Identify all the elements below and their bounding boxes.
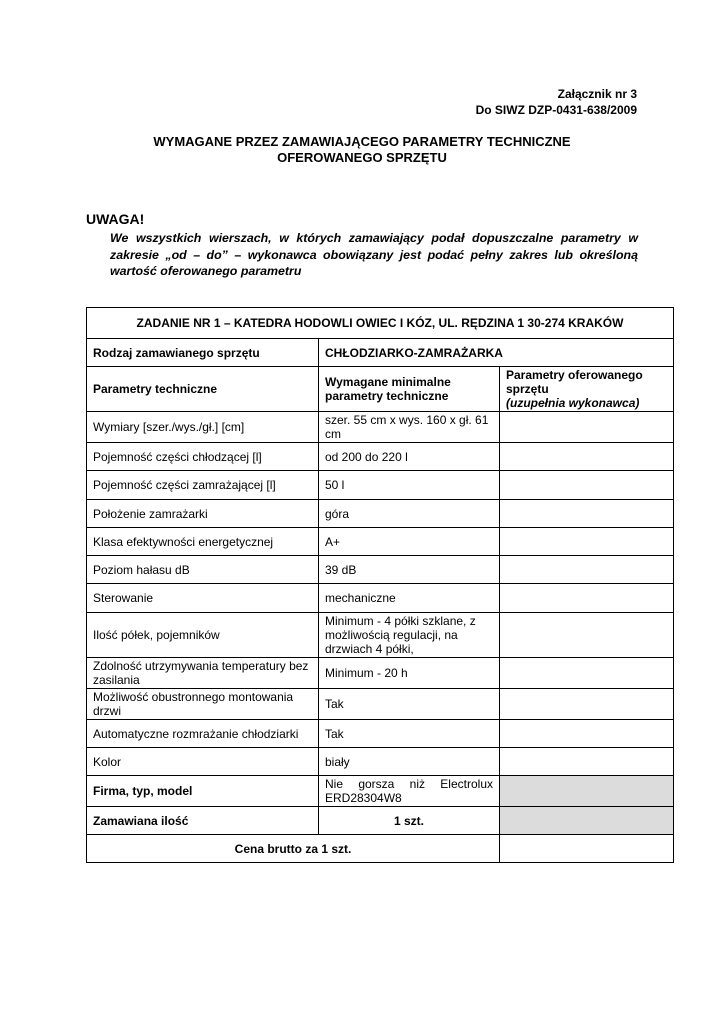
equipment-label: Rodzaj zamawianego sprzętu <box>87 339 319 367</box>
param-name: Pojemność części chłodzącej [l] <box>87 443 319 471</box>
offered-value-cell[interactable] <box>500 748 674 776</box>
offered-value-cell[interactable] <box>500 500 674 528</box>
table-row <box>87 412 674 443</box>
param-name: Pojemność części zamrażającej [l] <box>87 471 319 500</box>
title-line-2: OFEROWANEGO SPRZĘTU <box>277 150 447 165</box>
param-value: 50 l <box>319 471 500 500</box>
param-value: A+ <box>319 528 500 556</box>
param-name: Położenie zamrażarki <box>87 500 319 528</box>
table-row <box>87 613 674 658</box>
note-text: We wszystkich wierszach, w których zamawiający podał dopuszczalne parametry w zakresie „od – do” – wykonawca obowiązany jest podać pełny zakres lub określoną wartość oferowanego parametru <box>110 231 638 278</box>
offered-note: (uzupełnia wykonawca) <box>506 396 640 410</box>
price-row <box>87 835 674 863</box>
table-row <box>87 584 674 613</box>
param-name: Sterowanie <box>87 584 319 613</box>
table-row <box>87 720 674 748</box>
table-row <box>87 528 674 556</box>
offered-value-cell[interactable] <box>500 443 674 471</box>
attachment-number: Załącznik nr 3 <box>557 87 637 101</box>
param-name: Klasa efektywności energetycznej <box>87 528 319 556</box>
param-name: Kolor <box>87 748 319 776</box>
quantity-value: 1 szt. <box>319 807 500 835</box>
table-row <box>87 443 674 471</box>
model-value: Nie gorsza niż Electrolux ERD28304W8 <box>319 776 500 807</box>
model-offered-cell <box>500 776 674 807</box>
attachment-header <box>476 86 637 118</box>
param-name: Ilość półek, pojemników <box>87 613 319 658</box>
offered-label <box>500 367 674 412</box>
price-label: Cena brutto za 1 szt. <box>87 835 500 863</box>
param-name: Możliwość obustronnego montowania drzwi <box>87 689 319 720</box>
table-row <box>87 748 674 776</box>
param-value: szer. 55 cm x wys. 160 x gł. 61 cm <box>319 412 500 443</box>
param-name: Poziom hałasu dB <box>87 556 319 584</box>
header-row <box>87 367 674 412</box>
specification-table <box>86 307 674 863</box>
param-name: Zdolność utrzymywania temperatury bez zasilania <box>87 658 319 689</box>
offered-value-cell[interactable] <box>500 412 674 443</box>
table-row <box>87 658 674 689</box>
equipment-row <box>87 339 674 367</box>
task-row <box>87 308 674 339</box>
siwz-reference: Do SIWZ DZP-0431-638/2009 <box>475 103 637 117</box>
param-value: Minimum - 4 półki szklane, z możliwością regulacji, na drzwiach 4 półki, <box>319 613 500 658</box>
quantity-offered-cell <box>500 807 674 835</box>
param-value: 39 dB <box>319 556 500 584</box>
title-line-1: WYMAGANE PRZEZ ZAMAWIAJĄCEGO PARAMETRY TECHNICZNE <box>153 134 571 149</box>
document-title <box>86 134 638 166</box>
note-heading: UWAGA! <box>86 211 145 227</box>
param-value: Tak <box>319 720 500 748</box>
offered-value-cell[interactable] <box>500 584 674 613</box>
param-value: biały <box>319 748 500 776</box>
table-row <box>87 556 674 584</box>
offered-value-cell[interactable] <box>500 613 674 658</box>
offered-label-text: Parametry oferowanego sprzętu <box>506 368 643 396</box>
task-title: ZADANIE NR 1 – KATEDRA HODOWLI OWIEC I KÓZ, UL. RĘDZINA 1 30-274 KRAKÓW <box>87 308 674 339</box>
model-row <box>87 776 674 807</box>
param-name: Wymiary [szer./wys./gł.] [cm] <box>87 412 319 443</box>
param-value: od 200 do 220 l <box>319 443 500 471</box>
quantity-label: Zamawiana ilość <box>87 807 319 835</box>
param-value: mechaniczne <box>319 584 500 613</box>
param-value: Tak <box>319 689 500 720</box>
params-label: Parametry techniczne <box>87 367 319 412</box>
required-label: Wymagane minimalne parametry techniczne <box>319 367 500 412</box>
model-label: Firma, typ, model <box>87 776 319 807</box>
offered-value-cell[interactable] <box>500 658 674 689</box>
offered-value-cell[interactable] <box>500 471 674 500</box>
table-row <box>87 689 674 720</box>
offered-value-cell[interactable] <box>500 689 674 720</box>
table-row <box>87 500 674 528</box>
equipment-value: CHŁODZIARKO-ZAMRAŻARKA <box>319 339 674 367</box>
offered-value-cell[interactable] <box>500 528 674 556</box>
param-value: Minimum - 20 h <box>319 658 500 689</box>
price-value-cell[interactable] <box>500 835 674 863</box>
offered-value-cell[interactable] <box>500 556 674 584</box>
quantity-row <box>87 807 674 835</box>
param-value: góra <box>319 500 500 528</box>
table-row <box>87 471 674 500</box>
param-name: Automatyczne rozmrażanie chłodziarki <box>87 720 319 748</box>
offered-value-cell[interactable] <box>500 720 674 748</box>
